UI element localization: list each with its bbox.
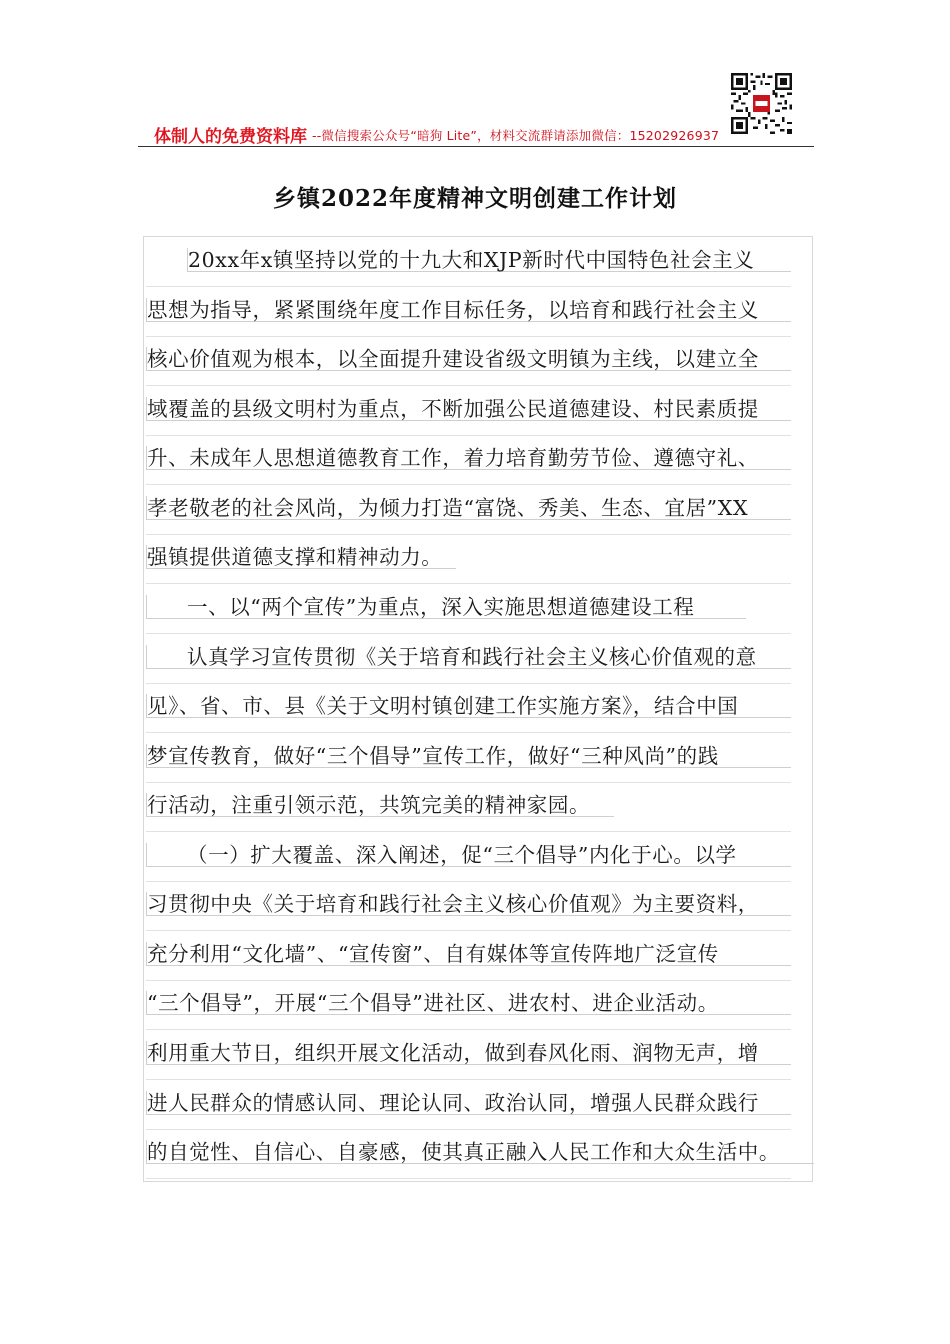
grid-rule	[146, 732, 791, 733]
body-line: 充分利用“文化墙”、“宣传窗”、自有媒体等宣传阵地广泛宣传	[146, 942, 791, 966]
grid-rule	[146, 484, 791, 485]
body-line: 20xx年x镇坚持以党的十九大和XJP新时代中国特色社会主义	[187, 248, 791, 272]
brand-name: 体制人的免费资料库	[154, 127, 307, 147]
body-line: （一）扩大覆盖、深入阐述，促“三个倡导”内化于心。以学	[146, 843, 791, 867]
body-line: 核心价值观为根本，以全面提升建设省级文明镇为主线，以建立全	[146, 347, 791, 371]
grid-rule	[146, 782, 791, 783]
grid-rule	[146, 1029, 791, 1030]
grid-rule	[146, 286, 791, 287]
body-line: 的自觉性、自信心、自豪感，使其真正融入人民工作和大众生活中。	[146, 1140, 814, 1164]
document-header	[138, 120, 814, 147]
grid-rule	[146, 1178, 791, 1179]
grid-rule	[146, 633, 791, 634]
body-line: 域覆盖的县级文明村为重点，不断加强公民道德建设、村民素质提	[146, 397, 791, 421]
qr-code-image	[731, 73, 792, 134]
body-line: 升、未成年人思想道德教育工作，着力培育勤劳节俭、遵德守礼、	[146, 446, 791, 470]
grid-rule	[146, 435, 791, 436]
grid-rule	[146, 980, 791, 981]
body-line: “三个倡导”，开展“三个倡导”进社区、进农村、进企业活动。	[146, 991, 791, 1015]
body-line: 利用重大节日，组织开展文化活动，做到春风化雨、润物无声，增	[146, 1041, 791, 1065]
body-line: 孝老敬老的社会风尚，为倾力打造“富饶、秀美、生态、宜居”XX	[146, 496, 791, 520]
grid-rule	[146, 385, 791, 386]
header-tagline: --微信搜索公众号“暗狗 Lite”，材料交流群请添加微信：15202926937	[312, 128, 720, 143]
grid-rule	[146, 881, 791, 882]
body-line: 强镇提供道德支撑和精神动力。	[146, 545, 456, 569]
grid-rule	[146, 930, 791, 931]
grid-rule	[146, 336, 791, 337]
grid-rule	[146, 534, 791, 535]
body-line: 习贯彻中央《关于培育和践行社会主义核心价值观》为主要资料，	[146, 892, 791, 916]
grid-rule	[146, 831, 791, 832]
body-line: 梦宣传教育，做好“三个倡导”宣传工作，做好“三种风尚”的践	[146, 744, 791, 768]
body-line: 行活动，注重引领示范，共筑完美的精神家园。	[146, 793, 614, 817]
body-line: 进人民群众的情感认同、理论认同、政治认同，增强人民群众践行	[146, 1091, 791, 1115]
grid-rule	[146, 1129, 791, 1130]
grid-rule	[146, 1079, 791, 1080]
document-title: 乡镇2022年度精神文明创建工作计划	[272, 185, 677, 212]
grid-rule	[146, 683, 791, 684]
body-line: 认真学习宣传贯彻《关于培育和践行社会主义核心价值观的意	[146, 645, 791, 669]
body-line: 见》、省、市、县《关于文明村镇创建工作实施方案》，结合中国	[146, 694, 791, 718]
body-line: 思想为指导，紧紧围绕年度工作目标任务，以培育和践行社会主义	[146, 298, 791, 322]
body-line: 一、以“两个宣传”为重点，深入实施思想道德建设工程	[146, 595, 746, 619]
grid-rule	[146, 583, 791, 584]
